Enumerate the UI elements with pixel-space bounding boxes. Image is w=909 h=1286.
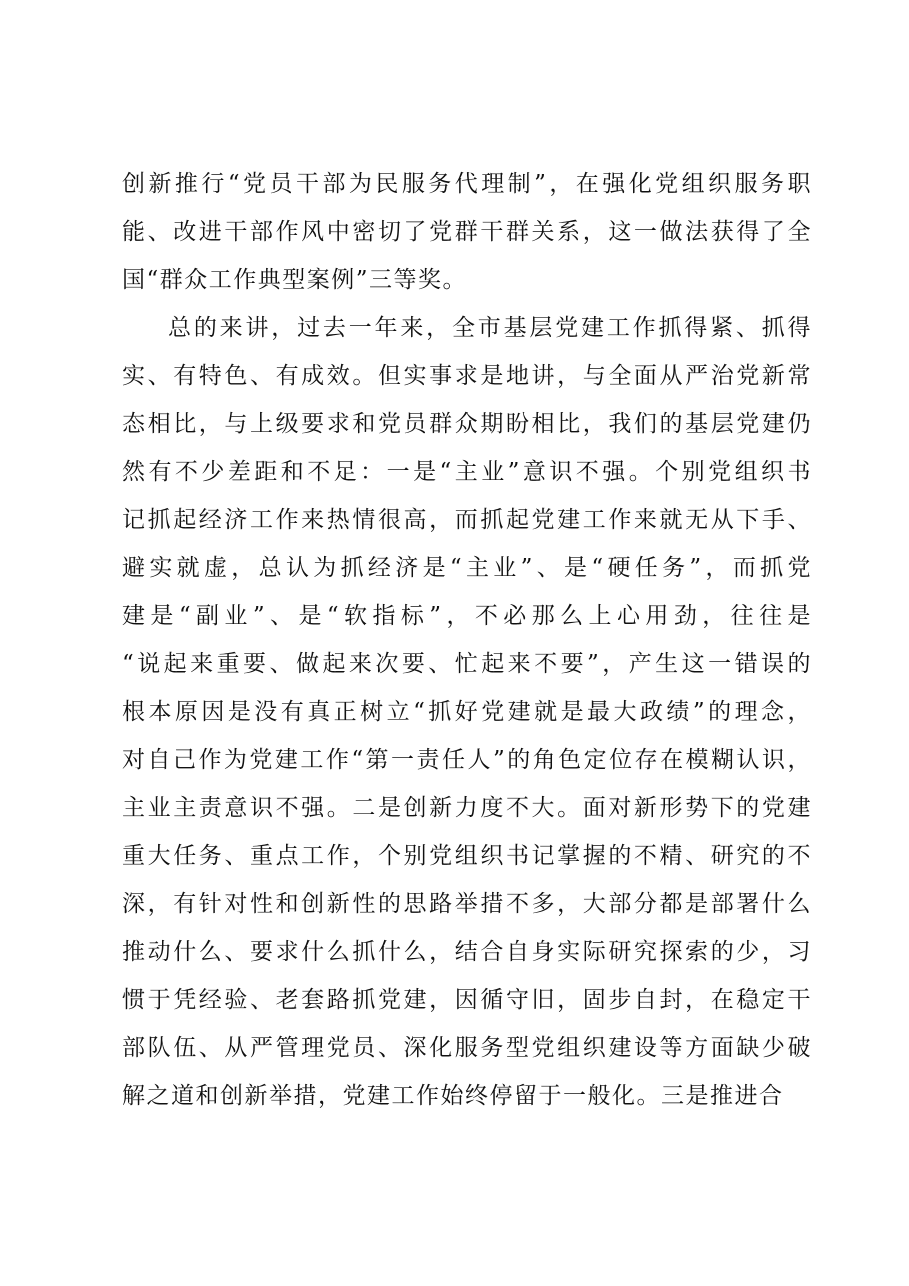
paragraph-1-line-1: 创新推行“党员干部为民服务代理制”，在强化党组织服务职 [122, 171, 812, 197]
paragraph-2-line-7: 建是“副业”、是“软指标”，不必那么上心用劲，往往是 [122, 603, 812, 629]
paragraph-2-line-1: 总的来讲，过去一年来，全市基层党建工作抓得紧、抓得 [168, 315, 812, 341]
paragraph-2-line-4: 然有不少差距和不足：一是“主业”意识不强。个别党组织书 [122, 459, 812, 485]
paragraph-1-line-3: 国“群众工作典型案例”三等奖。 [122, 267, 468, 293]
paragraph-2-line-8: “说起来重要、做起来次要、忙起来不要”，产生这一错误的 [122, 651, 812, 677]
paragraph-2-line-5: 记抓起经济工作来热情很高，而抓起党建工作来就无从下手、 [122, 507, 812, 533]
paragraph-2-line-12: 重大任务、重点工作，个别党组织书记掌握的不精、研究的不 [122, 843, 812, 869]
paragraph-2-line-6: 避实就虚，总认为抓经济是“主业”、是“硬任务”，而抓党 [122, 555, 812, 581]
document-body [122, 160, 812, 1120]
paragraph-2-line-13: 深，有针对性和创新性的思路举措不多，大部分都是部署什么 [122, 891, 812, 917]
paragraph-2-line-9: 根本原因是没有真正树立“抓好党建就是最大政绩”的理念， [122, 699, 812, 725]
paragraph-2-line-16: 部队伍、从严管理党员、深化服务型党组织建设等方面缺少破 [122, 1035, 812, 1061]
paragraph-2-line-2: 实、有特色、有成效。但实事求是地讲，与全面从严治党新常 [122, 363, 812, 389]
paragraph-2-line-10: 对自己作为党建工作“第一责任人”的角色定位存在模糊认识， [122, 747, 812, 773]
paragraph-2-line-11: 主业主责意识不强。二是创新力度不大。面对新形势下的党建 [122, 795, 812, 821]
paragraph-2-line-14: 推动什么、要求什么抓什么，结合自身实际研究探索的少，习 [122, 939, 812, 965]
paragraph-1-line-2: 能、改进干部作风中密切了党群干群关系，这一做法获得了全 [122, 219, 812, 245]
paragraph-2-line-17: 解之道和创新举措，党建工作始终停留于一般化。三是推进合 [122, 1083, 784, 1109]
paragraph-2-line-3: 态相比，与上级要求和党员群众期盼相比，我们的基层党建仍 [122, 411, 812, 437]
paragraph-2-line-15: 惯于凭经验、老套路抓党建，因循守旧，固步自封，在稳定干 [122, 987, 812, 1013]
